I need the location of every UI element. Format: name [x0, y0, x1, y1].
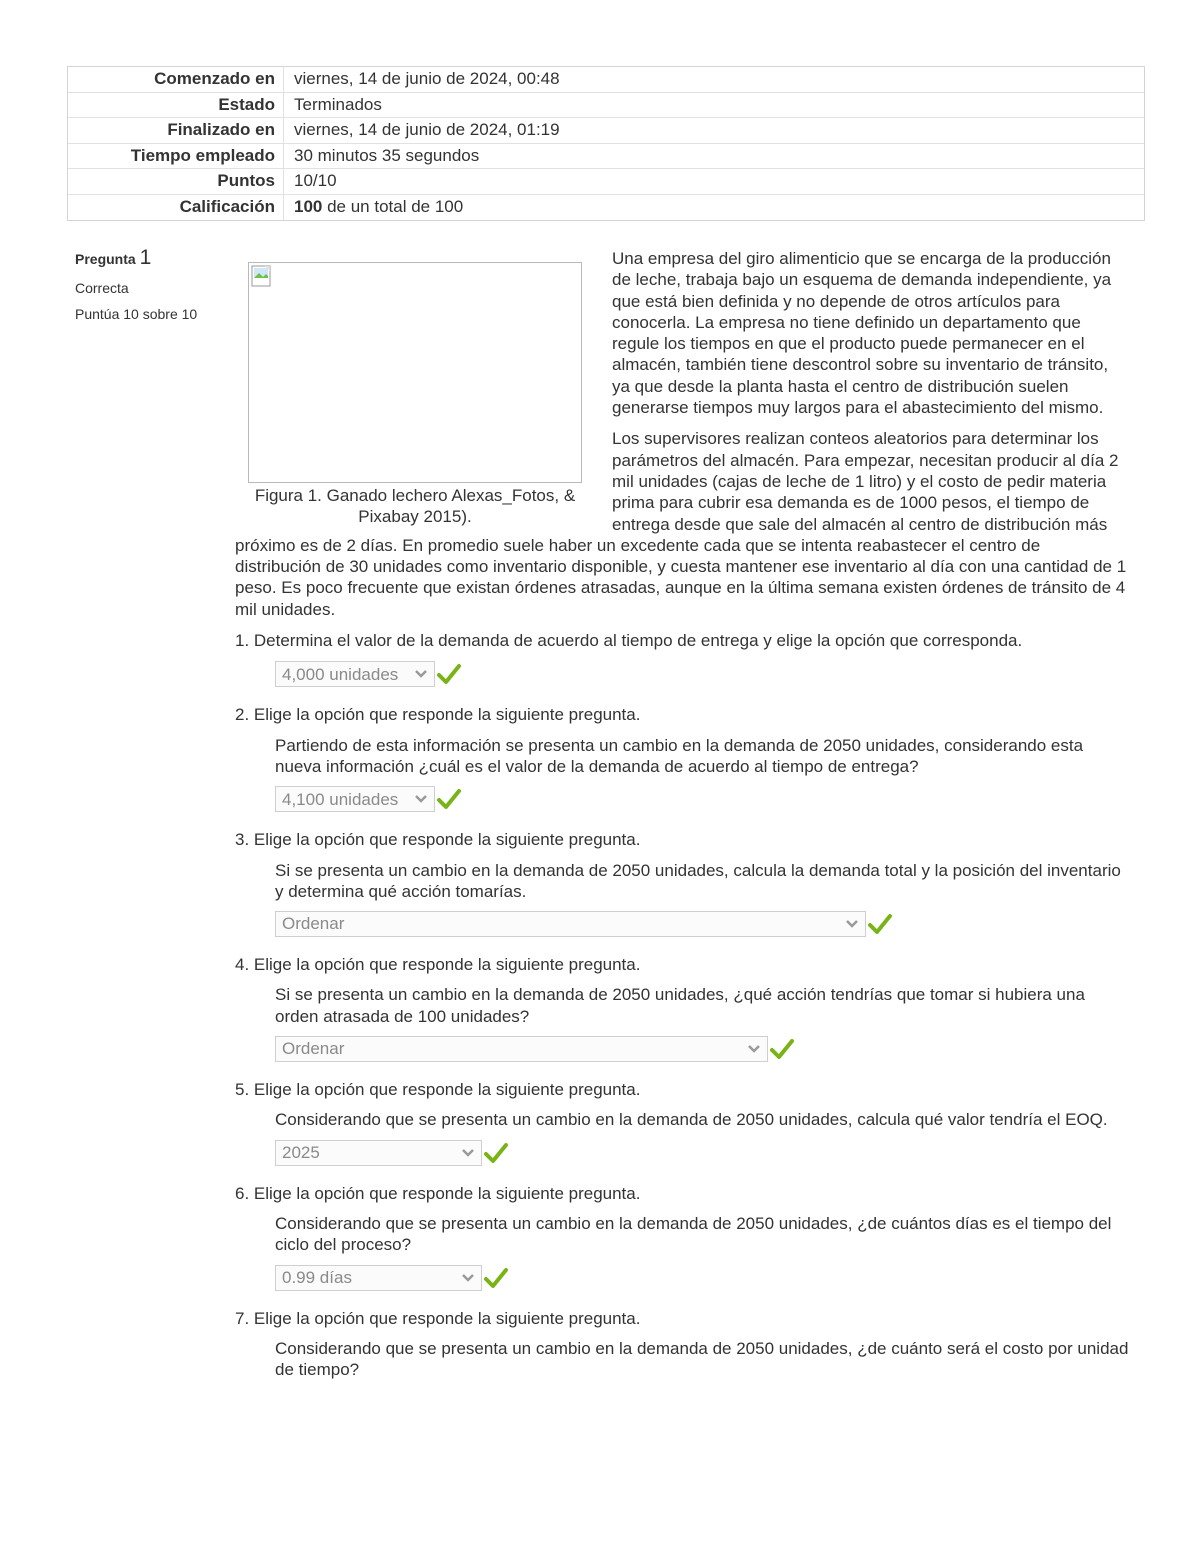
- subquestion-heading: 2. Elige la opción que responde la siguiente pregunta.: [235, 705, 641, 725]
- summary-value: viernes, 14 de junio de 2024, 00:48: [294, 69, 560, 88]
- answer-select[interactable]: [275, 1140, 482, 1166]
- answer-row: [275, 1035, 1130, 1063]
- question-info: [75, 246, 225, 332]
- subquestion-text: Si se presenta un cambio en la demanda de 2050 unidades, calcula la demanda total y la posición del inventario y determina qué acción tomarías.: [275, 860, 1121, 901]
- intro-paragraph-2: Los supervisores realizan conteos aleatorios para determinar los parámetros del almacén. Para empezar, necesitan producir al día 2 mil unidades (cajas de leche de 1 litro) y el costo de pedir materia prima para cubrir esa demanda es de 1000 pesos, el tiempo de entrega desde que sale del almacén al centro de distribución más próximo es de 2 días. En promedio suele haber un excedente cada que se intenta reabastecer el centro de distribución de 30 unidades como inventario disponible, y cuesta mantener ese inventario al día con una cantidad de 1 peso. Es poco frecuente que existan órdenes atrasadas, aunque en la última semana existen órdenes de tránsito de 4 mil unidades.: [235, 429, 1127, 619]
- correct-check-icon: [483, 1141, 509, 1165]
- summary-label: Calificación: [68, 195, 284, 221]
- chevron-down-icon: [461, 1148, 475, 1158]
- figure-caption: Figura 1. Ganado lechero Alexas_Fotos, & Pixabay 2015).: [254, 486, 576, 527]
- summary-label: Puntos: [68, 169, 284, 194]
- intro-paragraph-1: Una empresa del giro alimenticio que se encarga de la producción de leche, trabaja bajo un esquema de demanda independiente, ya que está bien definida y no depende de otros artículos para conocerla. La empresa no tiene definido un departamento que regule los tiempos en que el producto puede permanecer en el almacén, también tiene descontrol sobre su inventario de tránsito, ya que desde la planta hasta el centro de distribución suelen generarse tiempos muy largos para el abastecimiento del mismo.: [612, 249, 1112, 418]
- summary-value: [284, 195, 1144, 221]
- selected-value: 2025: [282, 1142, 320, 1162]
- selected-value: 0.99 días: [282, 1267, 352, 1287]
- attempt-summary-table: [67, 66, 1145, 221]
- question-content: [235, 248, 1130, 1390]
- subquestion: [235, 630, 1130, 688]
- grade-total: de un total de 100: [322, 196, 464, 216]
- subquestion: [235, 1183, 1130, 1292]
- question-title: Pregunta 1: [75, 246, 152, 269]
- selected-value: Ordenar: [282, 1039, 345, 1059]
- summary-row-state: [68, 93, 1144, 119]
- question-grade: Puntúa 10 sobre 10: [75, 306, 198, 322]
- summary-label: Finalizado en: [68, 118, 284, 143]
- answer-row: [275, 910, 1130, 938]
- subquestion-list: [235, 630, 1130, 1380]
- subquestion-heading: 4. Elige la opción que responde la siguiente pregunta.: [235, 955, 641, 975]
- answer-select[interactable]: [275, 1036, 768, 1062]
- subquestion-text: Partiendo de esta información se presenta un cambio en la demanda de 2050 unidades, considerando esta nueva información ¿cuál es el valor de la demanda de acuerdo al tiempo de entrega?: [275, 735, 1084, 776]
- chevron-down-icon: [461, 1273, 475, 1283]
- answer-row: [275, 1139, 1130, 1167]
- correct-check-icon: [769, 1037, 795, 1061]
- subquestion: [235, 1079, 1130, 1167]
- summary-label: Comenzado en: [68, 67, 284, 92]
- summary-value: viernes, 14 de junio de 2024, 01:19: [294, 120, 560, 139]
- subquestion: [235, 829, 1130, 938]
- correct-check-icon: [483, 1266, 509, 1290]
- summary-row-finished: [68, 118, 1144, 144]
- subquestion: [235, 1308, 1130, 1381]
- chevron-down-icon: [414, 794, 428, 804]
- answer-select[interactable]: [275, 786, 435, 812]
- summary-value: Terminados: [294, 94, 382, 114]
- summary-row-started: [68, 67, 1144, 93]
- selected-value: Ordenar: [282, 914, 345, 934]
- chevron-down-icon: [845, 919, 859, 929]
- summary-label: Estado: [68, 93, 284, 118]
- subquestion: [235, 704, 1130, 813]
- grade-value: 100: [294, 196, 323, 216]
- subquestion-heading: 1. Determina el valor de la demanda de acuerdo al tiempo de entrega y elige la opción que corresponda.: [235, 631, 1023, 651]
- subquestion-heading: 3. Elige la opción que responde la siguiente pregunta.: [235, 830, 641, 850]
- subquestion-text: Considerando que se presenta un cambio en la demanda de 2050 unidades, ¿de cuánto será el costo por unidad de tiempo?: [275, 1338, 1129, 1380]
- answer-select[interactable]: [275, 1265, 482, 1291]
- question-number: 1: [139, 246, 152, 269]
- chevron-down-icon: [747, 1044, 761, 1054]
- correct-check-icon: [867, 912, 893, 936]
- subquestion-heading: 5. Elige la opción que responde la siguiente pregunta.: [235, 1080, 641, 1100]
- subquestion: [235, 954, 1130, 1063]
- summary-value: 30 minutos 35 segundos: [294, 145, 480, 165]
- summary-value: 10/10: [294, 171, 337, 190]
- answer-row: [275, 660, 1130, 688]
- chevron-down-icon: [414, 669, 428, 679]
- summary-row-points: [68, 169, 1144, 195]
- summary-row-grade: [68, 195, 1144, 221]
- answer-select[interactable]: [275, 661, 435, 687]
- answer-select[interactable]: [275, 911, 866, 937]
- summary-row-time-taken: [68, 144, 1144, 170]
- figure: [248, 262, 596, 528]
- figure-image: [248, 262, 582, 483]
- selected-value: 4,000 unidades: [282, 664, 399, 684]
- subquestion-heading: 7. Elige la opción que responde la siguiente pregunta.: [235, 1308, 641, 1328]
- correct-check-icon: [436, 787, 462, 811]
- subquestion-text: Considerando que se presenta un cambio en la demanda de 2050 unidades, calcula qué valor tendría el EOQ.: [275, 1110, 1108, 1130]
- correct-check-icon: [436, 662, 462, 686]
- question-state: Correcta: [75, 280, 129, 296]
- summary-label: Tiempo empleado: [68, 144, 284, 169]
- selected-value: 4,100 unidades: [282, 789, 399, 809]
- broken-image-icon: [251, 265, 275, 289]
- answer-row: [275, 785, 1130, 813]
- subquestion-text: Si se presenta un cambio en la demanda de 2050 unidades, ¿qué acción tendrías que tomar si hubiera una orden atrasada de 100 unidades?: [275, 985, 1085, 1026]
- answer-row: [275, 1264, 1130, 1292]
- subquestion-text: Considerando que se presenta un cambio en la demanda de 2050 unidades, ¿de cuántos días es el tiempo del ciclo del proceso?: [275, 1213, 1112, 1255]
- subquestion-heading: 6. Elige la opción que responde la siguiente pregunta.: [235, 1183, 641, 1203]
